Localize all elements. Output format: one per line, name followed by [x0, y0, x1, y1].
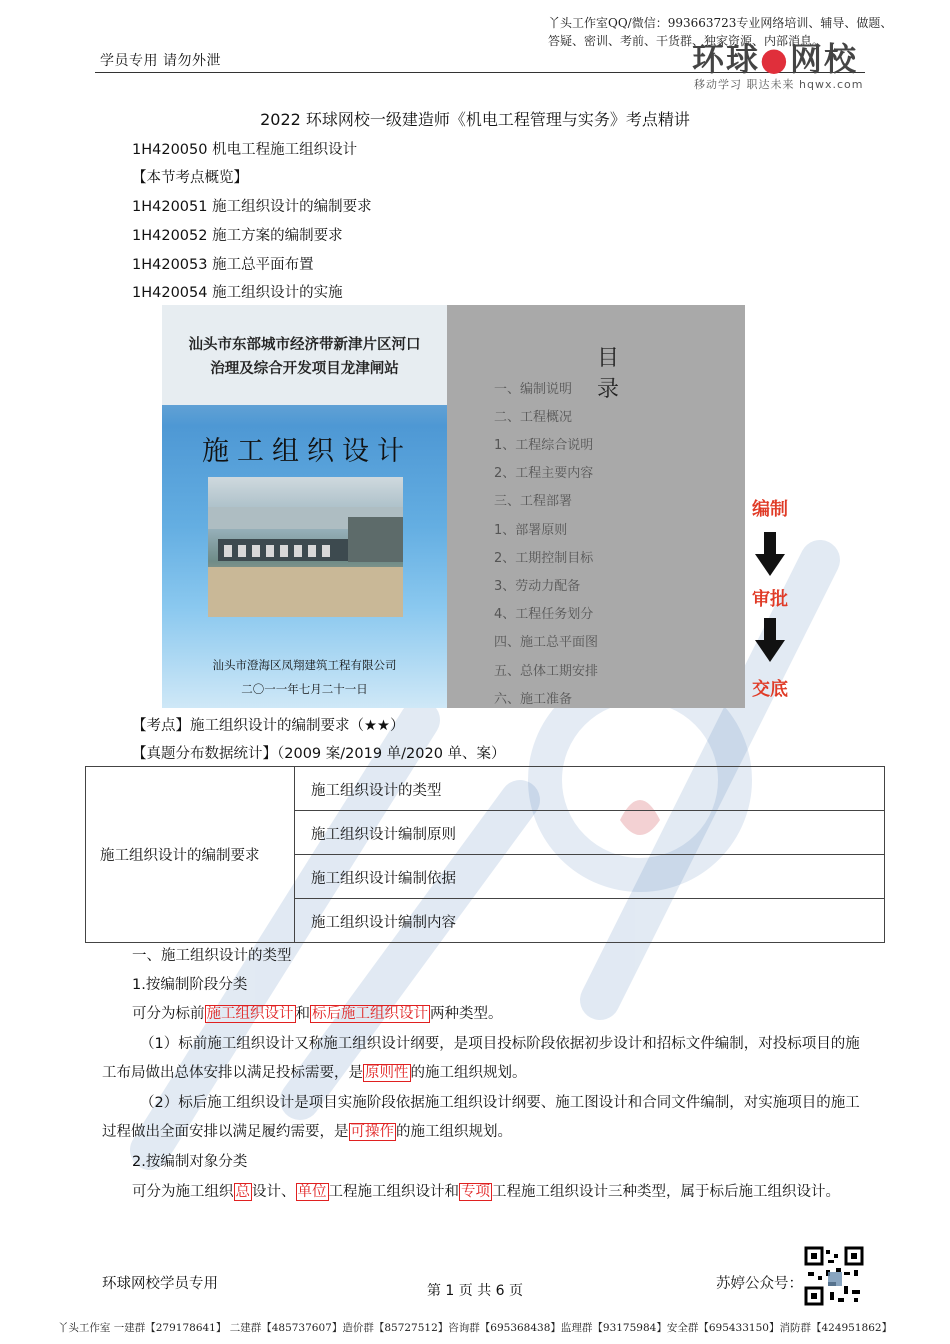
paragraph [102, 1030, 870, 1088]
subsection-heading: 1.按编制阶段分类 [132, 977, 248, 993]
toc-item: 2、工程主要内容 [494, 466, 594, 481]
text: （2）标后施工组织设计是项目实施阶段依据施工组织设计纲要、施工图设计和合同文件编制，对实施项目的施工过程做出全面安排以满足履约需要，是 [102, 1095, 860, 1140]
text: 可分为标前 [132, 1006, 205, 1022]
logo-o-icon: ● [760, 40, 790, 78]
qr-code-icon [804, 1246, 864, 1306]
dam-photo [208, 477, 403, 617]
page-number: 第 1 页 共 6 页 [426, 1283, 524, 1299]
toc-item: 二、工程概况 [494, 410, 573, 425]
paragraph [102, 1089, 870, 1147]
cover-toc-panel [447, 305, 745, 708]
requirements-table [85, 766, 885, 943]
cover-title-line-1: 汕头市东部城市经济带新津片区河口 [188, 337, 421, 353]
logo-tagline: 移动学习 职达未来 hqwx.com [694, 78, 864, 91]
highlight: 施工组织设计 [206, 1006, 294, 1022]
toc-item: 3、劳动力配备 [494, 579, 581, 594]
zhenti-stats: 【真题分布数据统计】（2009 案/2019 单/2020 单、案） [132, 746, 506, 762]
highlight: 标后施工组织设计 [312, 1006, 428, 1022]
highlight: 原则性 [365, 1065, 409, 1081]
toc-item: 三、工程部署 [494, 494, 573, 509]
toc-item: 六、施工准备 [494, 692, 573, 707]
cover-big-title: 施工组织设计 [202, 436, 412, 467]
toc-item: 一、编制说明 [494, 382, 573, 397]
text: 可分为施工组织 [132, 1184, 234, 1200]
kaodian: 【考点】施工组织设计的编制要求（★★） [132, 718, 405, 734]
top-note: 丫头工作室QQ/微信：993663723专业网络培训、辅导、做题、答疑、密训、考前、干货群、独家资源、内部消息。 [548, 16, 893, 48]
logo-text-2: 网校 [789, 40, 858, 78]
highlight: 专项 [461, 1184, 490, 1200]
cover-title-line-2: 治理及综合开发项目龙津闸站 [210, 361, 399, 377]
page-title: 2022 环球网校一级建造师《机电工程管理与实务》考点精讲 [260, 110, 690, 129]
cover-date: 二〇一一年七月二十一日 [241, 682, 368, 696]
text: 工程施工组织设计三种类型，属于标后施工组织设计。 [492, 1184, 840, 1200]
outline-item: 1H420054 施工组织设计的实施 [132, 285, 343, 301]
outline-item: 1H420053 施工总平面布置 [132, 257, 314, 273]
toc-item: 1、部署原则 [494, 523, 568, 538]
arrow-down-icon [755, 618, 785, 662]
toc-title: 目录 [597, 346, 676, 402]
footer-left: 环球网校学员专用 [102, 1276, 218, 1292]
header-left: 学员专用 请勿外泄 [100, 53, 221, 69]
paragraph [132, 1000, 900, 1029]
toc-item: 1、工程综合说明 [494, 438, 594, 453]
brand-logo [692, 34, 858, 80]
text: 两种类型。 [430, 1006, 503, 1022]
cover-title [172, 333, 437, 381]
outline-item: 1H420052 施工方案的编制要求 [132, 228, 343, 244]
text: 和 [295, 1006, 310, 1022]
table-row: 施工组织设计的类型 [311, 782, 442, 799]
table-left-cell: 施工组织设计的编制要求 [86, 767, 295, 942]
paragraph [102, 1178, 870, 1207]
toc-item: 2、工期控制目标 [494, 551, 594, 566]
flow-step: 编制 [752, 499, 788, 520]
arrow-down-icon [755, 532, 785, 576]
dam-photo-illustration [208, 477, 403, 617]
bottom-note: 丫头工作室 一建群【279178641】 二建群【485737607】造价群【85727512】咨询群【695368438】监理群【93175984】安全群【695433150】消防群【424951862】 [57, 1322, 893, 1334]
toc-item: 五、总体工期安排 [494, 664, 599, 679]
outline-item: 【本节考点概览】 [132, 170, 248, 186]
text: 工程施工组织设计和 [328, 1184, 459, 1200]
cover-footer [162, 653, 447, 701]
text: 设计、 [252, 1184, 296, 1200]
text: 的施工组织规划。 [396, 1124, 512, 1140]
footer-right: 苏婷公众号： [716, 1276, 803, 1292]
text: 的施工组织规划。 [410, 1065, 527, 1081]
toc-item: 四、施工总平面图 [494, 635, 599, 650]
toc-item: 4、工程任务划分 [494, 607, 594, 622]
subsection-heading: 2.按编制对象分类 [132, 1154, 248, 1170]
cover-company: 汕头市澄海区凤翔建筑工程有限公司 [212, 658, 397, 672]
highlight: 总 [235, 1184, 250, 1200]
flow-step: 审批 [752, 589, 788, 610]
outline-item: 1H420051 施工组织设计的编制要求 [132, 199, 372, 215]
outline-item: 1H420050 机电工程施工组织设计 [132, 142, 358, 158]
highlight: 可操作 [350, 1124, 394, 1140]
table-row: 施工组织设计编制原则 [311, 826, 456, 843]
flow-step: 交底 [752, 679, 788, 700]
table-row: 施工组织设计编制内容 [311, 914, 456, 931]
section-heading: 一、施工组织设计的类型 [132, 948, 292, 964]
highlight: 单位 [297, 1184, 327, 1200]
table-row: 施工组织设计编制依据 [311, 870, 456, 887]
logo-text-1: 环球 [692, 40, 761, 78]
cover-image [162, 305, 745, 708]
text: （1）标前施工组织设计又称施工组织设计纲要，是项目投标阶段依据初步设计和招标文件编制，对投标项目的施工布局做出总体安排以满足投标需要，是 [102, 1036, 860, 1081]
